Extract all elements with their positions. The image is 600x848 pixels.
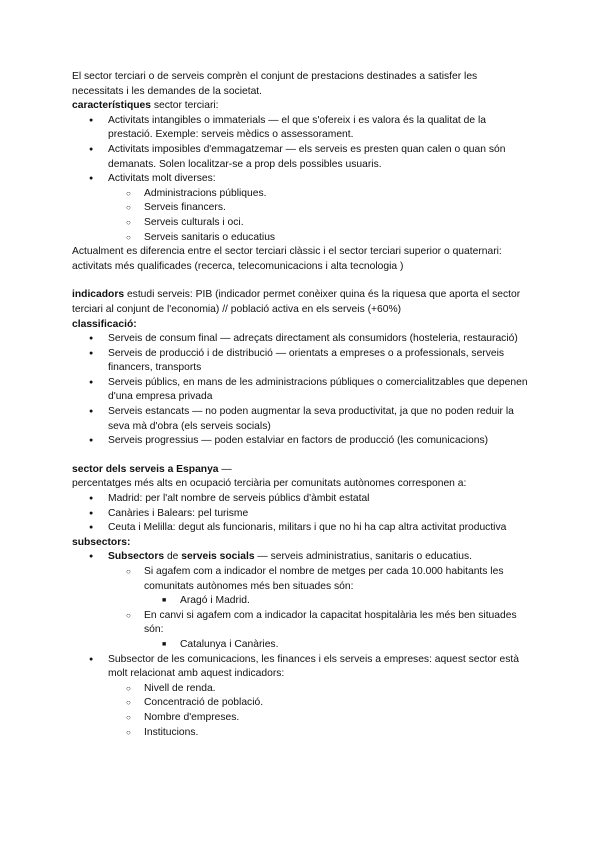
subsectors-list — [72, 550, 528, 740]
caracteristiques-heading: característiques sector terciari: — [72, 100, 219, 112]
list-item: ○ Si agafem com a indicador el nombre de metges per cada 10.000 habitants les comunitats autònomes més ben situades són: ■ Aragó i Madrid. — [144, 565, 528, 609]
actualment-paragraph: Actualment es diferencia entre el sector terciari clàssic i el sector terciari superior o quaternari: activitats més qualificades (recerca, telecomunicacions i alta tecnologia ) — [72, 246, 502, 272]
list-item: ● Activitats molt diverses: ○ Administracions públiques. ○ Serveis financers. ○ Serveis culturals i oci. ○ Serveis sanitaris o educatius — [108, 172, 528, 245]
list-item: ● Serveis de consum final — adreçats directament als consumidors (hosteleria, restauració) — [108, 332, 528, 347]
list-item: ● Activitats imposibles d'emmagatzemar — els serveis es presten quan calen o quan són demanats. Solen localitzar-se a prop dels possibles usuaris. — [108, 143, 528, 172]
list-item: ○ Concentració de població. — [144, 696, 528, 711]
espanya-paragraph: percentatges més alts en ocupació terciària per comunitats autònomes corresponen a: — [72, 478, 467, 490]
list-item: ■ Catalunya i Canàries. — [180, 638, 528, 653]
list-item: ● Madrid: per l'alt nombre de serveis públics d'àmbit estatal — [108, 492, 528, 507]
list-item: ● Activitats intangibles o immaterials — el que s'ofereix i es valora és la qualitat de la prestació. Exemple: serveis mèdics o assessorament. — [108, 114, 528, 143]
classificacio-list — [72, 332, 528, 449]
list-item: ● Serveis estancats — no poden augmentar la seva productivitat, ja que no poden reduir la seva mà d'obra (els serveis socials) — [108, 405, 528, 434]
list-item: ○ Institucions. — [144, 726, 528, 741]
diverses-list — [108, 187, 528, 245]
list-item: ■ Aragó i Madrid. — [180, 594, 528, 609]
list-item: ○ Serveis culturals i oci. — [144, 216, 528, 231]
list-item: ● Canàries i Balears: pel turisme — [108, 507, 528, 522]
list-item: ○ Serveis financers. — [144, 201, 528, 216]
list-item: ○ Administracions públiques. — [144, 187, 528, 202]
classificacio-heading: classificació: — [72, 318, 137, 330]
document-page — [72, 70, 528, 740]
subsectors-heading: subsectors: — [72, 536, 131, 548]
list-item: ○ Nivell de renda. — [144, 682, 528, 697]
list-item: ○ Serveis sanitaris o educatius — [144, 231, 528, 246]
caracteristiques-list — [72, 114, 528, 245]
list-item: ○ En canvi si agafem com a indicador la capacitat hospitalària les més ben situades són: ■ Catalunya i Canàries. — [144, 609, 528, 653]
intro-paragraph: El sector terciari o de serveis comprèn el conjunt de prestacions destinades a satisfer les necessitats i les demandes de la societat. — [72, 71, 478, 97]
espanya-heading: sector dels serveis a Espanya — — [72, 463, 232, 475]
list-item: ● Subsectors de serveis socials — serveis administratius, sanitaris o educatius. ○ Si agafem com a indicador el nombre de metges per cada 10.000 habitants les comunitats autònomes més ben situades són: ■ Aragó i Madrid. ○ En canvi si agafem com a indicador la capacitat hospitalària les més ben situades són: ■ Catalunya i Canàries. — [108, 550, 528, 652]
list-item: ● Subsector de les comunicacions, les finances i els serveis a empreses: aquest sector està molt relacionat amb aquest indicadors: ○ Nivell de renda. ○ Concentració de població. ○ Nombre d'empreses. ○ Institucions. — [108, 653, 528, 741]
list-item: ● Serveis públics, en mans de les administracions públiques o comercialitzables que depenen d'una empresa privada — [108, 376, 528, 405]
list-item: ● Ceuta i Melilla: degut als funcionaris, militars i que no hi ha cap altra activitat productiva — [108, 521, 528, 536]
list-item: ● Serveis de producció i de distribució — orientats a empreses o a professionals, serveis financers, transports — [108, 347, 528, 376]
list-item: ○ Nombre d'empreses. — [144, 711, 528, 726]
indicadors-paragraph: indicadors estudi serveis: PIB (indicador permet conèixer quina és la riquesa que aporta el sector terciari al conjunt de l'economia) // població activa en els serveis (+60%) — [72, 289, 521, 315]
espanya-list — [72, 492, 528, 536]
list-item: ● Serveis progressius — poden estalviar en factors de producció (les comunicacions) — [108, 434, 528, 449]
